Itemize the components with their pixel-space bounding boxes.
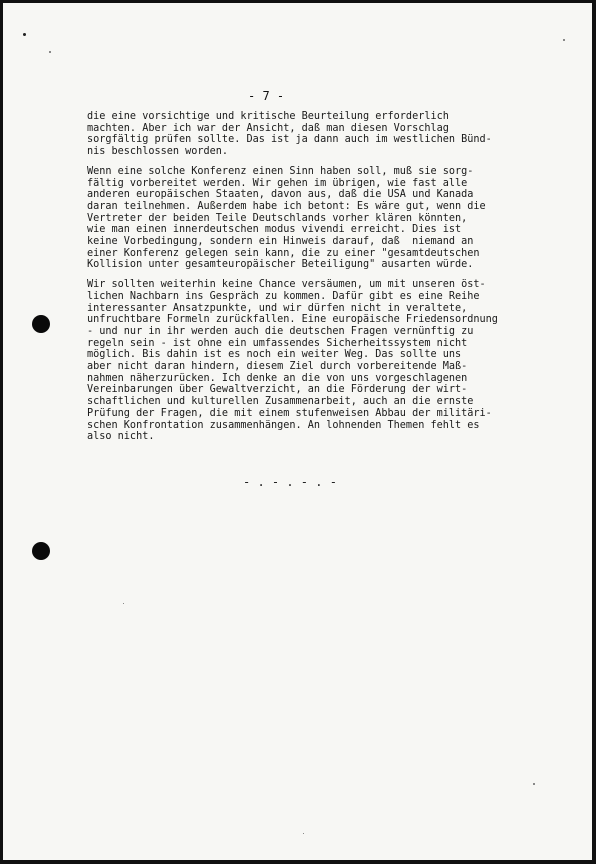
text-line: Wir sollten weiterhin keine Chance versäumen, um mit unseren öst-	[87, 279, 486, 291]
text-line: schen Konfrontation zusammenhängen. An lohnenden Themen fehlt es	[87, 419, 480, 431]
text-line: keine Vorbedingung, sondern ein Hinweis darauf, daß niemand an	[87, 236, 474, 248]
scan-speck	[303, 833, 304, 834]
page-number: - 7 -	[248, 89, 285, 103]
body-text	[87, 111, 559, 451]
punch-hole	[32, 315, 50, 333]
punch-hole	[32, 542, 50, 560]
text-line: Kollision unter gesamteuropäischer Beteiligung" ausarten würde.	[87, 259, 474, 271]
text-line: anderen europäischen Staaten, davon aus, daß die USA und Kanada	[87, 189, 474, 201]
scan-speck	[563, 39, 565, 41]
scan-speck	[49, 51, 51, 53]
text-line: nahmen näherzurücken. Ich denke an die von uns vorgeschlagenen	[87, 372, 468, 384]
scan-speck	[123, 603, 124, 604]
text-line: schaftlichen und kulturellen Zusammenarbeit, auch an die ernste	[87, 396, 474, 408]
text-line: nis beschlossen worden.	[87, 146, 229, 158]
text-line: interessanter Ansatzpunkte, und wir dürfen nicht in veraltete,	[87, 302, 468, 314]
text-line: Wenn eine solche Konferenz einen Sinn haben soll, muß sie sorg-	[87, 165, 474, 177]
text-line: machten. Aber ich war der Ansicht, daß man diesen Vorschlag	[87, 122, 449, 134]
text-line: unfruchtbare Formeln zurückfallen. Eine europäische Friedensordnung	[87, 314, 498, 326]
text-line: also nicht.	[87, 431, 155, 443]
scan-speck	[533, 783, 535, 785]
text-line: die eine vorsichtige und kritische Beurteilung erforderlich	[87, 111, 449, 122]
end-mark: - . - . - . -	[243, 475, 337, 489]
text-line: aber nicht daran hindern, diesem Ziel durch vorbereitende Maß-	[87, 361, 468, 373]
text-line: einer Konferenz gelegen sein kann, die zu einer "gesamtdeutschen	[87, 247, 480, 259]
text-line: fältig vorbereitet werden. Wir gehen im übrigen, wie fast alle	[87, 177, 468, 189]
text-line: Vertreter der beiden Teile Deutschlands vorher klären könnten,	[87, 212, 468, 224]
text-line: regeln sein - ist ohne ein umfassendes Sicherheitssystem nicht	[87, 337, 468, 349]
text-line: daran teilnehmen. Außerdem habe ich betont: Es wäre gut, wenn die	[87, 200, 486, 212]
paragraph	[87, 111, 559, 158]
paragraph	[87, 279, 559, 443]
text-line: wie man einen innerdeutschen modus vivendi erreicht. Dies ist	[87, 224, 462, 236]
text-line: - und nur in ihr werden auch die deutschen Fragen vernünftig zu	[87, 325, 474, 337]
text-line: Prüfung der Fragen, die mit einem stufenweisen Abbau der militäri-	[87, 407, 492, 419]
text-line: möglich. Bis dahin ist es noch ein weiter Weg. Das sollte uns	[87, 349, 462, 361]
paragraph	[87, 166, 559, 271]
text-line: Vereinbarungen über Gewaltverzicht, an die Förderung der wirt-	[87, 384, 468, 396]
text-line: sorgfältig prüfen sollte. Das ist ja dann auch im westlichen Bünd-	[87, 134, 492, 146]
scan-speck	[23, 33, 26, 36]
text-line: lichen Nachbarn ins Gespräch zu kommen. Dafür gibt es eine Reihe	[87, 290, 480, 302]
